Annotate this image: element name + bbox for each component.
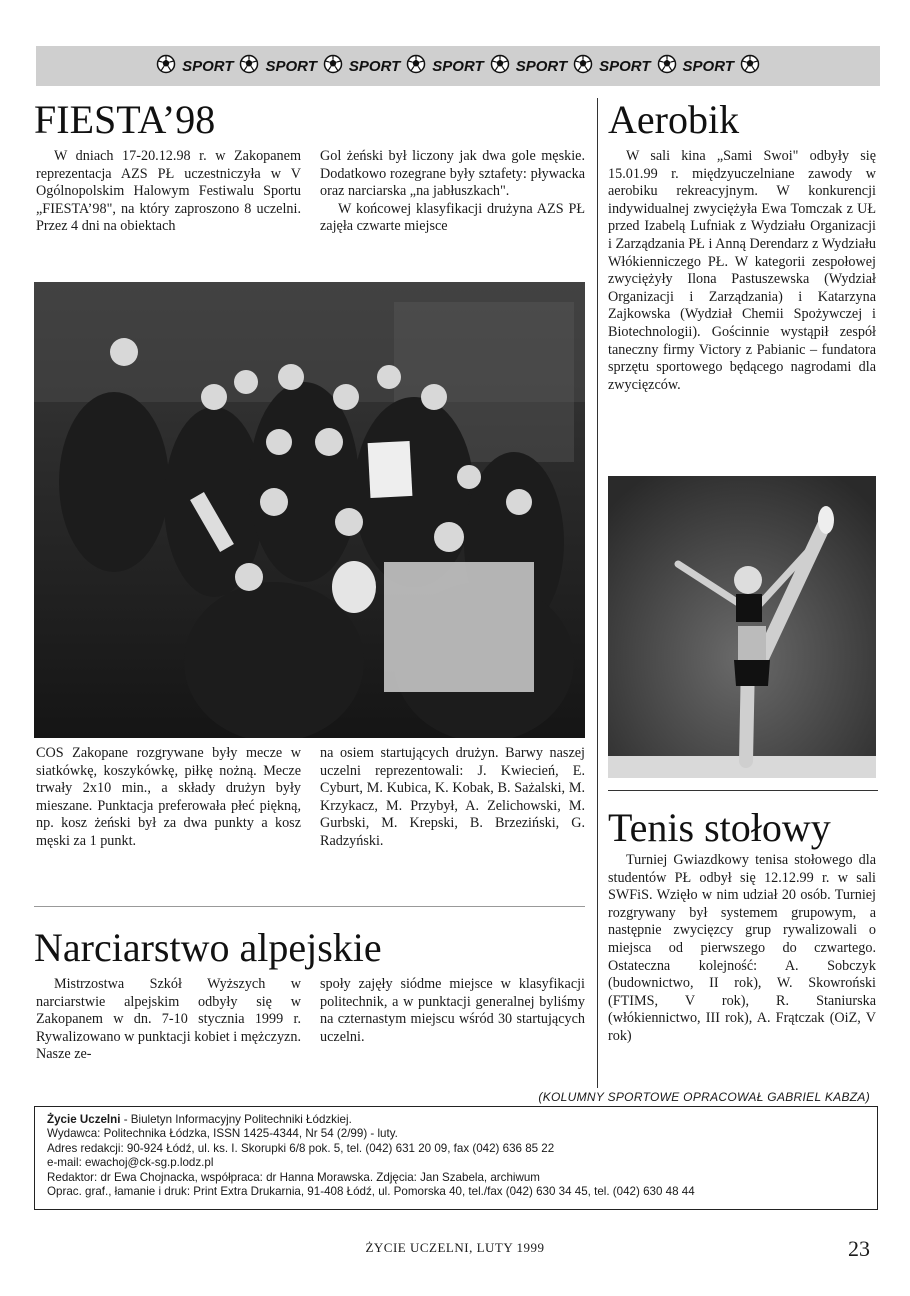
- banner-item: [573, 54, 650, 78]
- banner-label: SPORT: [182, 57, 234, 75]
- fiesta-col4: [320, 745, 585, 851]
- aerobik-col: [608, 148, 876, 394]
- page-footer: ŻYCIE UCZELNI, LUTY 1999: [365, 1240, 545, 1255]
- banner-label: SPORT: [432, 57, 484, 75]
- fiesta-col4-text: na osiem startujących drużyn. Barwy naszej uczelni reprezentowali: J. Kwiecień, E. Cyburt, M. Kubica, K. Kobak, B. Sażalski, M. Krzykacz, M. Przybył, A. Zelichowski, M. Gurbski, M. Krepski, B. Brzeziński, G. Radzyński.: [320, 745, 585, 849]
- aerobik-heading: Aerobik: [608, 97, 740, 142]
- fiesta-col2: [320, 148, 585, 236]
- banner-label: SPORT: [265, 57, 317, 75]
- banner-label: SPORT: [599, 57, 651, 75]
- soccer-ball-icon: [406, 54, 426, 78]
- imprint-box: [34, 1106, 878, 1210]
- fiesta-col1: [36, 148, 301, 236]
- team-group-photo: [34, 282, 585, 738]
- banner-item: [406, 54, 483, 78]
- imprint-line4: e-mail: ewachoj@ck-sg.p.lodz.pl: [47, 1156, 214, 1170]
- aerobik-dancer-photo: [608, 476, 876, 778]
- fiesta-col2-text-b: W końcowej klasyfikacji drużyna AZS PŁ zajęła czwarte miejsce: [320, 200, 585, 235]
- banner-label: SPORT: [348, 57, 401, 75]
- banner-item: [156, 54, 233, 78]
- narciarstwo-col2: [320, 976, 585, 1046]
- section-divider: [34, 906, 585, 907]
- page-number: 23: [848, 1236, 870, 1261]
- fiesta-col1-text: W dniach 17-20.12.98 r. w Zakopanem reprezentacja AZS PŁ uczestniczyła w V Ogólnopolskim Halowym Festiwalu Sportu „FIESTA’98", na który zaproszono 8 uczelni. Przez 4 dni na obiektach: [36, 148, 301, 235]
- banner-item: [323, 54, 400, 78]
- tenis-top-rule: [608, 790, 878, 791]
- imprint-line6: Oprac. graf., łamanie i druk: Print Extra Drukarnia, 91-408 Łódź, ul. Pomorska 40, tel./fax (042) 630 34 45, tel. (042) 630 48 44: [47, 1185, 695, 1199]
- fiesta-col2-text-a: Gol żeński był liczony jak dwa gole męskie. Dodatkowo rozegrane były sztafety: pływacka oraz narciarska „na jabłuszkach".: [320, 148, 585, 200]
- soccer-ball-icon: [573, 54, 593, 78]
- banner-item: [490, 54, 567, 78]
- fiesta-col3: [36, 745, 301, 851]
- imprint-line5: Redaktor: dr Ewa Chojnacka, współpraca: dr Hanna Morawska. Zdjęcia: Jan Szabela, archiwum: [47, 1170, 540, 1184]
- banner-item: [657, 54, 734, 78]
- soccer-ball-icon: [740, 54, 760, 79]
- fiesta-col3-text: COS Zakopane rozgrywane były mecze w siatkówkę, koszykówkę, piłkę nożną. Mecze trwały 2x10 min., a składy drużyn były mieszane. Punktacja preferowała płeć piękną, np. kosz żeński był za dwa punkty a kosz męski za 1 punkt.: [36, 745, 301, 849]
- narciarstwo-col2-text: społy zajęły siódme miejsce w klasyfikacji politechnik, a w punktacji generalnej byliśmy na czternastym miejscu wśród 30 startujących uczelni.: [320, 976, 585, 1045]
- soccer-ball-icon: [323, 54, 343, 78]
- imprint-line1: [47, 1113, 865, 1127]
- narciarstwo-col1-text: Mistrzostwa Szkół Wyższych w narciarstwie alpejskim odbyły się w Zakopanem w dn. 7-10 stycznia 1999 r. Rywalizowano w punktacji kobiet i mężczyzn. Nasze ze-: [36, 976, 301, 1063]
- aerobik-photo-illustration: [608, 476, 876, 778]
- tenis-col: [608, 852, 876, 1046]
- tenis-heading: Tenis stołowy: [608, 805, 831, 850]
- aerobik-text: W sali kina „Sami Swoi" odbyły się 15.01.99 r. międzyuczelniane zawody w aerobiku rekreacyjnym. W konkurencji indywidualnej zwyciężyła Ewa Tomczak z UŁ przed Izabelą Lufniak z Wydziału Organizacji i Zarządzania PŁ i Anną Derendarz z Wydziału Włókienniczego PŁ. W kategorii zespołowej zwyciężyły Ilona Pastuszewska (Wydział Organizacji i Zarządzania) i Katarzyna Zajkowska (Wydział Chemii Spożywczej i Biotechnologii). Gościnnie wystąpił zespół taneczny firmy Victory z Pabianic – fundatora sprzętu sportowego będącego nagrodami dla zwycięzców.: [608, 148, 876, 393]
- imprint-title: Życie Uczelni: [47, 1113, 121, 1126]
- sport-banner: [36, 46, 880, 86]
- soccer-ball-icon: [490, 54, 510, 78]
- tenis-text: Turniej Gwiazdkowy tenisa stołowego dla studentów PŁ odbył się 12.12.99 r. w sali SWFiS. Wzięło w nim udział 20 osób. Turniej rozgrywany był systemem grupowym, a następnie zwycięzcy grup rywalizowali o miejsca od pierwszego do czwartego. Ostateczna kolejność: A. Sobczyk (budownictwo, II rok), W. Skowroński (FTIMS, V rok), R. Staniurska (włókiennictwo, III rok), A. Frątczak (OiZ, V rok): [608, 852, 876, 1044]
- team-photo-illustration: [34, 282, 585, 738]
- banner-item: [239, 54, 316, 78]
- imprint-line1-text: - Biuletyn Informacyjny Politechniki Łódzkiej.: [120, 1113, 352, 1126]
- imprint-line3: Adres redakcji: 90-924 Łódź, ul. ks. I. Skorupki 6/8 pok. 5, tel. (042) 631 20 09, fax (042) 636 85 22: [47, 1141, 555, 1155]
- column-credit: (KOLUMNY SPORTOWE OPRACOWAŁ GABRIEL KABZA): [538, 1090, 870, 1104]
- narciarstwo-col1: [36, 976, 301, 1064]
- banner-label: SPORT: [682, 57, 734, 75]
- soccer-ball-icon: [657, 54, 677, 78]
- column-divider-right: [597, 98, 598, 1088]
- banner-label: SPORT: [515, 57, 568, 75]
- fiesta-heading: FIESTA’98: [34, 97, 216, 142]
- imprint-line2: Wydawca: Politechnika Łódzka, ISSN 1425-4344, Nr 54 (2/99) - luty.: [47, 1127, 398, 1141]
- soccer-ball-icon: [156, 54, 176, 78]
- soccer-ball-icon: [239, 54, 259, 78]
- narciarstwo-heading: Narciarstwo alpejskie: [34, 925, 382, 970]
